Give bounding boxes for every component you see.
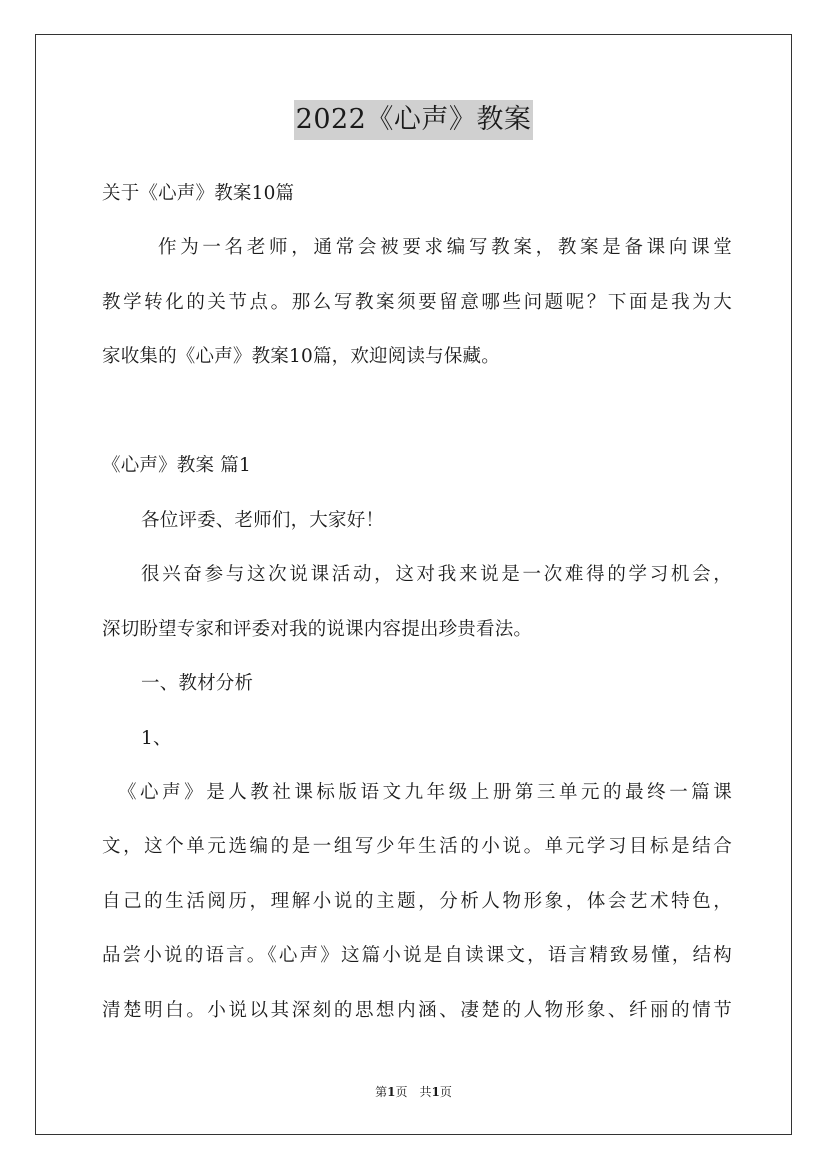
document-subtitle: 关于《心声》教案10篇 — [102, 183, 295, 204]
title-container — [0, 100, 827, 140]
footer-page-suffix: 页 — [439, 1085, 452, 1099]
intro-line-2: 教学转化的关节点。那么写教案须要留意哪些问题呢？下面是我为大 — [102, 292, 732, 313]
heading-teaching-analysis: 一、教材分析 — [141, 673, 254, 694]
para2-line-2: 深切盼望专家和评委对我的说课内容提出珍贵看法。 — [102, 619, 533, 640]
para3-line-3: 自己的生活阅历，理解小说的主题，分析人物形象，体会艺术特色， — [102, 891, 732, 912]
item-number-one: 1、 — [141, 728, 172, 749]
footer-page-total: 1 — [431, 1085, 440, 1099]
para3-line-2: 文，这个单元选编的是一组写少年生活的小说。单元学习目标是结合 — [102, 836, 732, 857]
greeting: 各位评委、老师们，大家好！ — [141, 510, 385, 531]
para2-line-1: 很兴奋参与这次说课活动，这对我来说是一次难得的学习机会， — [141, 564, 732, 585]
para3-line-1: 《心声》是人教社课标版语文九年级上册第三单元的最终一篇课 — [118, 782, 732, 803]
footer-page-number: 1 — [387, 1085, 396, 1099]
document-title: 2022《心声》教案 — [294, 100, 534, 140]
intro-line-1: 作为一名老师，通常会被要求编写教案，教案是备课向课堂 — [158, 237, 732, 258]
footer-page-prefix: 第 — [375, 1085, 388, 1099]
intro-line-3: 家收集的《心声》教案10篇，欢迎阅读与保藏。 — [102, 346, 500, 367]
section-heading: 《心声》教案 篇1 — [102, 455, 251, 476]
page-footer — [0, 1084, 827, 1100]
para3-line-4: 品尝小说的语言。《心声》这篇小说是自读课文，语言精致易懂，结构 — [102, 945, 732, 966]
footer-page-mid: 页 共 — [395, 1085, 432, 1099]
para3-line-5: 清楚明白。小说以其深刻的思想内涵、凄楚的人物形象、纤丽的情节 — [102, 1000, 732, 1021]
